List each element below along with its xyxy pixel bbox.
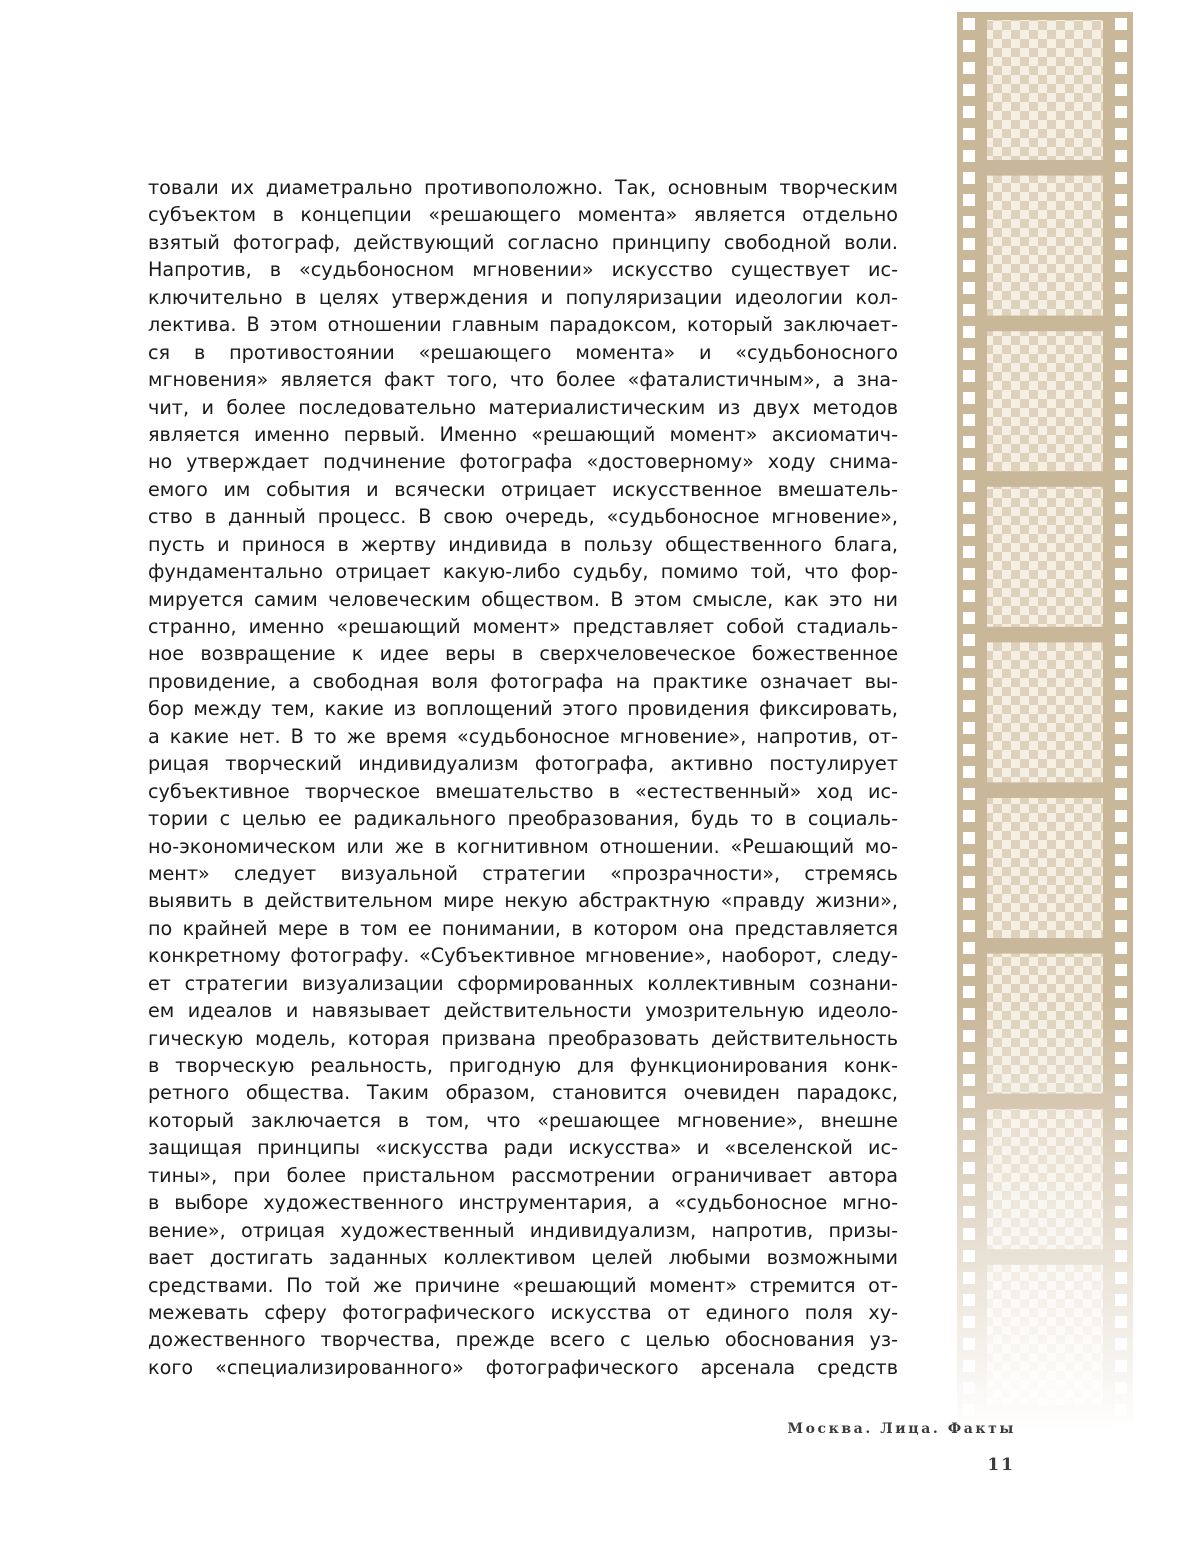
film-sprocket-hole — [963, 612, 975, 624]
text-line: ся в противостоянии «решающего момента» и «судьбоносного — [148, 340, 898, 364]
text-line: товали их диаметрально противоположно. Так, основным творческим — [148, 176, 898, 199]
film-frame — [987, 798, 1103, 938]
film-frame — [987, 20, 1103, 160]
film-sprocket-hole — [963, 348, 975, 360]
film-sprocket-hole — [1115, 1030, 1127, 1042]
film-sprocket-hole — [963, 1206, 975, 1218]
text-line: рицая творческий индивидуализм фотографа, активно постулирует — [148, 752, 898, 776]
film-sprocket-hole — [1115, 1096, 1127, 1108]
film-sprocket-hole — [1115, 304, 1127, 316]
film-sprocket-hole — [963, 392, 975, 404]
film-sprocket-hole — [1115, 194, 1127, 206]
text-line: дожественного творчества, прежде всего с целью обоснования уз- — [148, 1328, 898, 1352]
film-sprocket-hole — [963, 700, 975, 712]
film-sprocket-hole — [963, 1140, 975, 1152]
film-sprocket-hole — [1115, 1404, 1127, 1416]
text-line: пусть и принося в жертву индивида в пользу общественного блага, — [148, 532, 898, 556]
film-sprocket-hole — [1115, 216, 1127, 228]
film-sprocket-hole — [963, 502, 975, 514]
film-sprocket-hole — [963, 128, 975, 140]
film-sprocket-hole — [1115, 1426, 1127, 1432]
film-sprocket-hole — [963, 722, 975, 734]
text-line: но утверждает подчинение фотографа «достоверному» ходу снима- — [148, 450, 898, 474]
film-sprocket-hole — [1115, 1338, 1127, 1350]
body-text — [148, 174, 898, 1381]
film-sprocket-hole — [963, 788, 975, 800]
text-line: ет стратегии визуализации сформированных коллективным сознани- — [148, 971, 898, 995]
film-sprocket-hole — [1115, 788, 1127, 800]
film-sprocket-hole — [1115, 238, 1127, 250]
film-sprocket-hole — [1115, 282, 1127, 294]
film-sprocket-hole — [963, 238, 975, 250]
text-line: лектива. В этом отношении главным парадоксом, который заключает- — [148, 313, 898, 337]
film-sprocket-hole — [1115, 1250, 1127, 1262]
text-line: чит, и более последовательно материалистическим из двух методов — [148, 395, 898, 419]
film-sprocket-hole — [1115, 546, 1127, 558]
film-sprocket-hole — [1115, 1228, 1127, 1240]
film-sprocket-hole — [1115, 370, 1127, 382]
film-sprocket-hole — [963, 590, 975, 602]
film-sprocket-hole — [1115, 722, 1127, 734]
text-line: субъектом в концепции «решающего момента» является отдельно — [148, 203, 898, 227]
film-sprocket-hole — [963, 766, 975, 778]
film-sprocket-hole — [1115, 568, 1127, 580]
film-strip-decoration — [957, 12, 1133, 1432]
film-sprocket-hole — [963, 18, 975, 30]
film-sprocket-hole — [963, 1184, 975, 1196]
film-sprocket-hole — [963, 854, 975, 866]
text-line: субъективное творческое вмешательство в «естественный» ход ис- — [148, 779, 898, 803]
film-sprocket-hole — [1115, 436, 1127, 448]
film-sprocket-hole — [1115, 766, 1127, 778]
film-sprocket-hole — [1115, 898, 1127, 910]
text-line: является именно первый. Именно «решающий момент» аксиоматич- — [148, 422, 898, 446]
film-frame — [987, 487, 1103, 627]
film-frame — [987, 1109, 1103, 1249]
film-sprocket-hole — [1115, 920, 1127, 932]
text-line: в выборе художественного инструментария, а «судьбоносное мгно- — [148, 1191, 898, 1215]
film-sprocket-hole — [963, 1228, 975, 1240]
film-sprocket-hole — [963, 1096, 975, 1108]
text-line: средствами. По той же причине «решающий момент» стремится от- — [148, 1273, 898, 1297]
film-sprocket-hole — [963, 898, 975, 910]
text-line: фундаментально отрицает какую-либо судьбу, помимо той, что фор- — [148, 560, 898, 584]
film-sprocket-hole — [1115, 1360, 1127, 1372]
page-number: 11 — [987, 1455, 1015, 1475]
film-frame — [987, 642, 1103, 782]
film-sprocket-hole — [963, 1118, 975, 1130]
film-sprocket-hole — [963, 1404, 975, 1416]
film-sprocket-hole — [963, 942, 975, 954]
text-line: а какие нет. В то же время «судьбоносное мгновение», напротив, от- — [148, 724, 898, 748]
text-line: странно, именно «решающий момент» представляет собой стадиаль- — [148, 615, 898, 638]
film-sprocket-hole — [1115, 458, 1127, 470]
film-sprocket-hole — [963, 1030, 975, 1042]
film-sprocket-hole — [963, 1316, 975, 1328]
film-sprocket-hole — [963, 920, 975, 932]
film-sprocket-hole — [963, 370, 975, 382]
film-sprocket-hole — [963, 656, 975, 668]
text-line: ное возвращение к идее веры в сверхчеловеческое божественное — [148, 642, 898, 666]
film-sprocket-hole — [1115, 986, 1127, 998]
film-sprocket-hole — [1115, 810, 1127, 822]
film-sprocket-hole — [1115, 1008, 1127, 1020]
film-sprocket-hole — [963, 876, 975, 888]
film-sprocket-hole — [1115, 348, 1127, 360]
film-sprocket-hole — [963, 524, 975, 536]
film-sprocket-hole — [963, 1360, 975, 1372]
film-sprocket-hole — [1115, 480, 1127, 492]
text-line: тины», при более пристальном рассмотрении ограничивает автора — [148, 1163, 898, 1187]
film-sprocket-hole — [963, 194, 975, 206]
film-frame — [987, 176, 1103, 316]
film-sprocket-hole — [963, 40, 975, 52]
text-line: ство в данный процесс. В свою очередь, «судьбоносное мгновение», — [148, 505, 898, 529]
text-line: мируется самим человеческим обществом. В этом смысле, как это ни — [148, 587, 898, 611]
text-line: вает достигать заданных коллективом целей любыми возможными — [148, 1246, 898, 1270]
film-sprocket-hole — [963, 436, 975, 448]
film-sprocket-hole — [963, 964, 975, 976]
film-sprocket-hole — [1115, 1316, 1127, 1328]
film-sprocket-hole — [963, 986, 975, 998]
film-sprocket-hole — [963, 1272, 975, 1284]
text-line: тории с целью ее радикального преобразования, будь то в социаль- — [148, 807, 898, 831]
text-line: вение», отрицая художественный индивидуализм, напротив, призы- — [148, 1218, 898, 1242]
film-sprocket-hole — [1115, 524, 1127, 536]
film-sprocket-hole — [963, 1250, 975, 1262]
film-sprocket-hole — [1115, 1140, 1127, 1152]
film-sprocket-hole — [963, 810, 975, 822]
running-footer-title: Москва. Лица. Факты — [787, 1421, 1016, 1437]
film-sprocket-hole — [1115, 854, 1127, 866]
film-sprocket-hole — [963, 832, 975, 844]
text-line: выявить в действительном мире некую абстрактную «правду жизни», — [148, 889, 898, 913]
film-sprocket-hole — [1115, 150, 1127, 162]
text-line: взятый фотограф, действующий согласно принципу свободной воли. — [148, 230, 898, 254]
film-sprocket-hole — [963, 304, 975, 316]
film-sprocket-hole — [1115, 1294, 1127, 1306]
film-sprocket-hole — [963, 568, 975, 580]
film-sprocket-hole — [1115, 876, 1127, 888]
film-sprocket-hole — [963, 414, 975, 426]
text-line: мгновения» является факт того, что более «фаталистичным», а зна- — [148, 368, 898, 392]
text-line: ключительно в целях утверждения и популяризации идеологии кол- — [148, 285, 898, 309]
film-sprocket-hole — [1115, 942, 1127, 954]
film-sprocket-hole — [1115, 656, 1127, 668]
film-sprocket-hole — [1115, 832, 1127, 844]
film-sprocket-hole — [963, 84, 975, 96]
text-line: но-экономическом или же в когнитивном отношении. «Решающий мо- — [148, 834, 898, 858]
text-line: ретного общества. Таким образом, становится очевиден парадокс, — [148, 1081, 898, 1105]
film-sprocket-hole — [1115, 700, 1127, 712]
text-line: в творческую реальность, пригодную для функционирования конк- — [148, 1054, 898, 1077]
film-sprocket-hole — [963, 106, 975, 118]
film-sprocket-hole — [1115, 18, 1127, 30]
text-line: емого им события и всячески отрицает искусственное вмешатель- — [148, 477, 898, 501]
text-line: конкретному фотографу. «Субъективное мгновение», наоборот, следу- — [148, 944, 898, 968]
film-sprocket-hole — [1115, 502, 1127, 514]
film-frame — [987, 954, 1103, 1094]
film-sprocket-hole — [1115, 612, 1127, 624]
film-sprocket-hole — [1115, 84, 1127, 96]
film-sprocket-hole — [1115, 744, 1127, 756]
film-sprocket-hole — [963, 216, 975, 228]
film-sprocket-hole — [1115, 964, 1127, 976]
film-sprocket-hole — [1115, 1052, 1127, 1064]
film-sprocket-hole — [963, 260, 975, 272]
film-sprocket-hole — [963, 1338, 975, 1350]
film-frame — [987, 1265, 1103, 1405]
film-sprocket-hole — [963, 150, 975, 162]
text-line: бор между тем, какие из воплощений этого провидения фиксировать, — [148, 697, 898, 721]
text-line: защищая принципы «искусства ради искусства» и «вселенской ис- — [148, 1136, 898, 1160]
text-line: ем идеалов и навязывает действительности умозрительную идеоло- — [148, 999, 898, 1023]
text-line: Напротив, в «судьбоносном мгновении» искусство существует ис- — [148, 258, 898, 282]
text-line: межевать сферу фотографического искусства от единого поля ху- — [148, 1300, 898, 1324]
film-sprocket-hole — [963, 546, 975, 558]
film-sprocket-hole — [963, 1052, 975, 1064]
film-sprocket-hole — [963, 1382, 975, 1394]
text-line: кого «специализированного» фотографического арсенала средств — [148, 1355, 898, 1379]
film-sprocket-hole — [1115, 106, 1127, 118]
film-sprocket-hole — [963, 744, 975, 756]
film-frame — [987, 331, 1103, 471]
film-sprocket-hole — [963, 634, 975, 646]
film-sprocket-hole — [1115, 172, 1127, 184]
film-sprocket-hole — [1115, 260, 1127, 272]
film-sprocket-hole — [1115, 128, 1127, 140]
text-line: который заключается в том, что «решающее мгновение», внешне — [148, 1108, 898, 1132]
film-sprocket-hole — [963, 62, 975, 74]
film-sprocket-hole — [1115, 1206, 1127, 1218]
film-sprocket-hole — [1115, 62, 1127, 74]
film-sprocket-hole — [963, 1162, 975, 1174]
film-sprocket-hole — [1115, 40, 1127, 52]
film-sprocket-hole — [1115, 590, 1127, 602]
film-sprocket-hole — [1115, 1162, 1127, 1174]
film-sprocket-hole — [1115, 1382, 1127, 1394]
text-line: гическую модель, которая призвана преобразовать действительность — [148, 1026, 898, 1050]
film-sprocket-hole — [963, 326, 975, 338]
text-line: по крайней мере в том ее понимании, в котором она представляется — [148, 916, 898, 940]
film-sprocket-hole — [1115, 1272, 1127, 1284]
film-sprocket-hole — [1115, 414, 1127, 426]
film-sprocket-hole — [1115, 1074, 1127, 1086]
film-sprocket-hole — [1115, 678, 1127, 690]
film-sprocket-hole — [963, 1074, 975, 1086]
film-sprocket-hole — [1115, 634, 1127, 646]
film-sprocket-hole — [963, 172, 975, 184]
film-sprocket-hole — [1115, 1118, 1127, 1130]
film-sprocket-hole — [963, 678, 975, 690]
text-line: провидение, а свободная воля фотографа на практике означает вы- — [148, 669, 898, 693]
film-sprocket-hole — [963, 282, 975, 294]
film-sprocket-hole — [1115, 392, 1127, 404]
text-line: мент» следует визуальной стратегии «прозрачности», стремясь — [148, 861, 898, 885]
film-sprocket-hole — [963, 480, 975, 492]
film-sprocket-hole — [963, 1294, 975, 1306]
film-sprocket-hole — [963, 458, 975, 470]
film-sprocket-hole — [963, 1008, 975, 1020]
film-sprocket-hole — [1115, 1184, 1127, 1196]
film-sprocket-hole — [1115, 326, 1127, 338]
